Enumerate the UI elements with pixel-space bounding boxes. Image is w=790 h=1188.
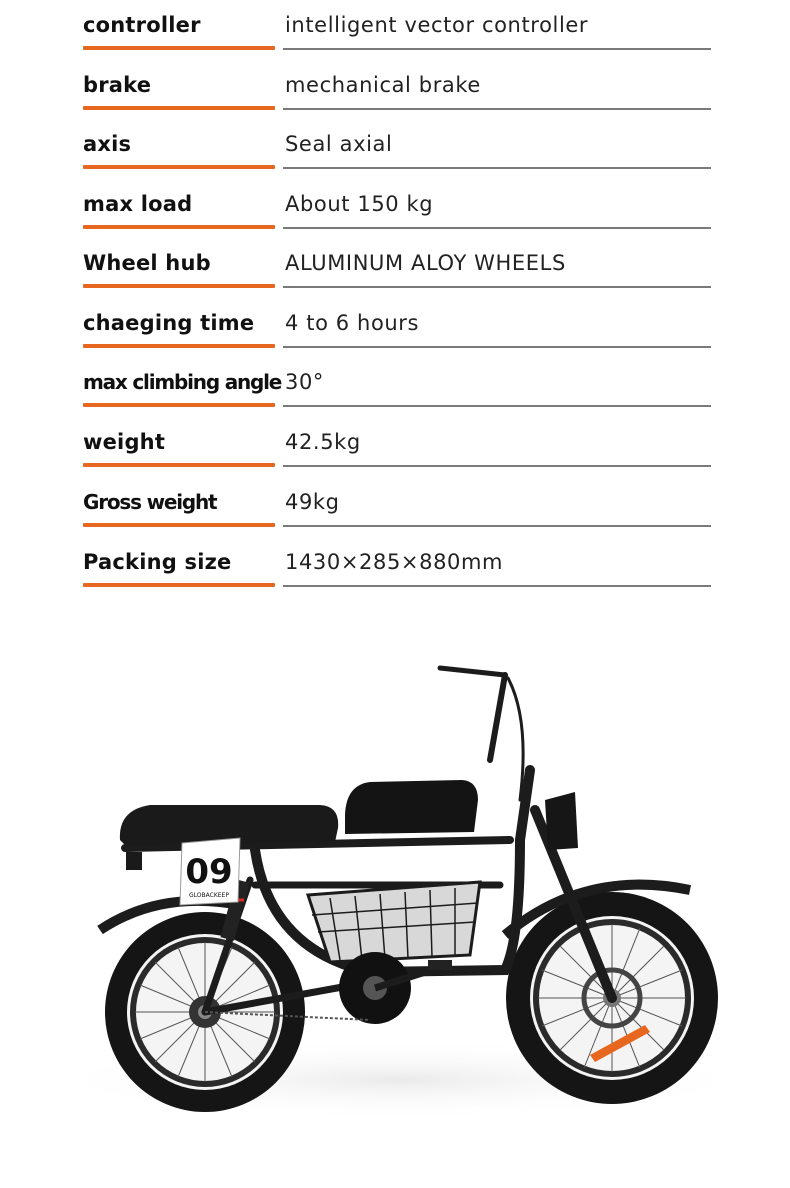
value-underline	[283, 286, 711, 288]
spec-row-climbing-angle	[0, 360, 790, 420]
label-underline	[83, 523, 275, 527]
spec-row-brake	[0, 63, 790, 123]
plate-text: GLOBACKEEP	[189, 892, 229, 899]
ebike-illustration	[0, 600, 790, 1188]
spec-label: chaeging time	[83, 311, 255, 335]
basket	[308, 882, 480, 962]
label-underline	[83, 284, 275, 288]
spec-value: Seal axial	[285, 132, 393, 156]
value-underline	[283, 167, 711, 169]
spec-value: About 150 kg	[285, 192, 434, 216]
value-underline	[283, 405, 711, 407]
value-underline	[283, 346, 711, 348]
spec-label: Packing size	[83, 550, 232, 574]
spec-row-controller	[0, 3, 790, 63]
spec-value: 4 to 6 hours	[285, 311, 420, 335]
spec-value: intelligent vector controller	[285, 13, 589, 37]
value-underline	[283, 465, 711, 467]
label-underline	[83, 46, 275, 50]
spec-row-packing-size	[0, 540, 790, 600]
spec-value: 49kg	[285, 490, 340, 514]
headlight	[545, 792, 578, 850]
spec-label: Wheel hub	[83, 251, 211, 275]
spec-row-weight	[0, 420, 790, 480]
spec-row-charging-time	[0, 301, 790, 361]
value-underline	[283, 108, 711, 110]
number-plate	[180, 838, 240, 905]
plate-number: 09	[185, 852, 233, 892]
spec-row-wheel-hub	[0, 241, 790, 301]
label-underline	[83, 225, 275, 229]
spec-value: 30°	[285, 370, 325, 394]
spec-row-max-load	[0, 182, 790, 242]
spec-row-gross-weight	[0, 480, 790, 540]
label-underline	[83, 165, 275, 169]
spec-label: brake	[83, 73, 152, 97]
value-underline	[283, 48, 711, 50]
label-underline	[83, 463, 275, 467]
spec-label: max load	[83, 192, 193, 216]
value-underline	[283, 227, 711, 229]
spec-row-axis	[0, 122, 790, 182]
label-underline	[83, 583, 275, 587]
battery	[345, 780, 478, 834]
value-underline	[283, 585, 711, 587]
spec-label: max climbing angle	[83, 370, 282, 394]
label-underline	[83, 403, 275, 407]
value-underline	[283, 525, 711, 527]
ebike-product-image	[0, 600, 790, 1188]
spec-label: axis	[83, 132, 132, 156]
spec-label: weight	[83, 430, 166, 454]
spec-label: controller	[83, 13, 201, 37]
spec-value: 42.5kg	[285, 430, 361, 454]
label-underline	[83, 106, 275, 110]
spec-label: Gross weight	[83, 490, 217, 514]
spec-value: 1430×285×880mm	[285, 550, 504, 574]
spec-value: ALUMINUM ALOY WHEELS	[285, 251, 566, 275]
label-underline	[83, 344, 275, 348]
tail-light	[126, 852, 142, 870]
spec-value: mechanical brake	[285, 73, 481, 97]
pedal	[428, 960, 452, 970]
